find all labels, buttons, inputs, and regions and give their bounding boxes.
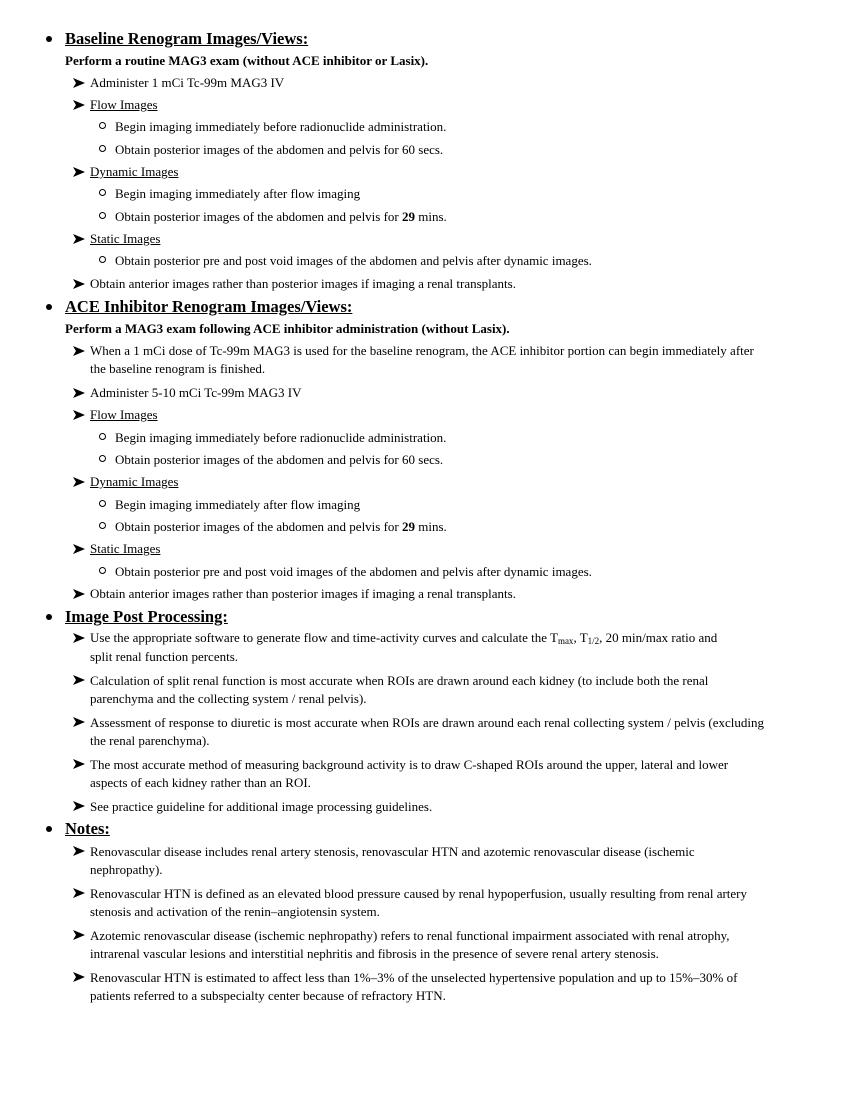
arrow-bullet-icon — [73, 801, 85, 811]
circle-bullet-icon — [99, 455, 106, 462]
list-item: Azotemic renovascular disease (ischemic nephropathy) refers to renal functional impairment associated with renal atrophy, — [90, 928, 730, 943]
arrow-bullet-icon — [73, 346, 85, 356]
section-bullet-icon — [46, 614, 52, 620]
list-item: Renovascular HTN is defined as an elevated blood pressure caused by renal hypoperfusion, usually resulting from renal artery — [90, 886, 748, 901]
list-item-continued: intrarenal vascular lesions and interstitial nephritis and fibrosis in the presence of severe renal artery stenosis. — [90, 946, 659, 961]
arrow-bullet-icon — [73, 633, 85, 643]
arrow-bullet-icon — [73, 234, 85, 244]
list-item: Begin imaging immediately before radionuclide administration. — [115, 430, 447, 445]
list-item: Obtain anterior images rather than posterior images if imaging a renal transplants. — [90, 586, 516, 601]
arrow-bullet-icon — [73, 100, 85, 110]
arrow-bullet-icon — [73, 410, 85, 420]
list-item-label: Static Images — [90, 541, 161, 556]
circle-bullet-icon — [99, 567, 106, 574]
arrow-bullet-icon — [73, 544, 85, 554]
list-item: Obtain posterior images of the abdomen and pelvis for 29 mins. — [115, 519, 447, 534]
list-item: Assessment of response to diuretic is most accurate when ROIs are drawn around each renal collecting system / pelvis (excluding — [90, 715, 764, 730]
list-item: Obtain posterior images of the abdomen and pelvis for 60 secs. — [115, 452, 444, 467]
list-item-continued: aspects of each kidney rather than an ROI. — [90, 775, 311, 790]
list-item-continued: parenchyma and the collecting system / renal pelvis). — [90, 691, 367, 706]
section-heading-notes: Notes: — [65, 819, 110, 838]
list-item: Obtain posterior images of the abdomen and pelvis for 29 mins. — [115, 209, 447, 224]
list-item: Use the appropriate software to generate flow and time-activity curves and calculate the $T_{max}$, $T_{1/2}$, 20 min/max ratio and — [90, 630, 718, 646]
circle-bullet-icon — [99, 145, 106, 152]
section-bullet-icon — [46, 36, 52, 42]
circle-bullet-icon — [99, 189, 106, 196]
arrow-bullet-icon — [73, 846, 85, 856]
list-item: Begin imaging immediately after flow imaging — [115, 186, 361, 201]
circle-bullet-icon — [99, 433, 106, 440]
arrow-bullet-icon — [73, 78, 85, 88]
list-item: Renovascular disease includes renal artery stenosis, renovascular HTN and azotemic renovascular disease (ischemic — [90, 844, 695, 859]
list-item-continued: the baseline renogram is finished. — [90, 361, 266, 376]
list-item-label: Dynamic Images — [90, 164, 179, 179]
list-item: When a 1 mCi dose of Tc-99m MAG3 is used for the baseline renogram, the ACE inhibitor portion can begin immediately after — [90, 343, 754, 358]
circle-bullet-icon — [99, 500, 106, 507]
list-item: Administer 5-10 mCi Tc-99m MAG3 IV — [90, 385, 302, 400]
list-item: Calculation of split renal function is most accurate when ROIs are drawn around each kidney (to include both the renal — [90, 673, 709, 688]
section-heading-ace: ACE Inhibitor Renogram Images/Views: — [65, 297, 353, 316]
arrow-bullet-icon — [73, 717, 85, 727]
arrow-bullet-icon — [73, 972, 85, 982]
list-item-continued: the renal parenchyma). — [90, 733, 210, 748]
list-item: See practice guideline for additional image processing guidelines. — [90, 799, 433, 814]
list-item: Obtain posterior images of the abdomen and pelvis for 60 secs. — [115, 142, 444, 157]
list-item: Obtain posterior pre and post void images of the abdomen and pelvis after dynamic images. — [115, 253, 592, 268]
arrow-bullet-icon — [73, 675, 85, 685]
section-bullet-icon — [46, 826, 52, 832]
list-item-continued: patients referred to a subspecialty center because of refractory HTN. — [90, 988, 446, 1003]
section-heading-post-processing: Image Post Processing: — [65, 607, 228, 626]
arrow-bullet-icon — [73, 930, 85, 940]
circle-bullet-icon — [99, 256, 106, 263]
list-item: Begin imaging immediately before radionuclide administration. — [115, 119, 447, 134]
arrow-bullet-icon — [73, 589, 85, 599]
section-heading-baseline: Baseline Renogram Images/Views: — [65, 29, 309, 48]
circle-bullet-icon — [99, 522, 106, 529]
list-item-continued: nephropathy). — [90, 862, 163, 877]
arrow-bullet-icon — [73, 759, 85, 769]
list-item-label: Flow Images — [90, 407, 158, 422]
list-item-label: Static Images — [90, 231, 161, 246]
arrow-bullet-icon — [73, 167, 85, 177]
list-item: Begin imaging immediately after flow imaging — [115, 497, 361, 512]
circle-bullet-icon — [99, 212, 106, 219]
list-item: The most accurate method of measuring background activity is to draw C-shaped ROIs around the upper, lateral and lower — [90, 757, 729, 772]
list-item: Administer 1 mCi Tc-99m MAG3 IV — [90, 75, 285, 90]
list-item: Renovascular HTN is estimated to affect less than 1%–3% of the unselected hypertensive population and up to 15%–30% of — [90, 970, 738, 985]
arrow-bullet-icon — [73, 279, 85, 289]
list-item-continued: stenosis and activation of the renin–angiotensin system. — [90, 904, 380, 919]
arrow-bullet-icon — [73, 388, 85, 398]
section-bullet-icon — [46, 304, 52, 310]
list-item-continued: split renal function percents. — [90, 649, 239, 664]
section-subheading-ace: Perform a MAG3 exam following ACE inhibitor administration (without Lasix). — [65, 321, 510, 336]
list-item-label: Flow Images — [90, 97, 158, 112]
list-item: Obtain anterior images rather than posterior images if imaging a renal transplants. — [90, 276, 516, 291]
circle-bullet-icon — [99, 122, 106, 129]
section-subheading-baseline: Perform a routine MAG3 exam (without ACE inhibitor or Lasix). — [65, 53, 429, 68]
list-item-label: Dynamic Images — [90, 474, 179, 489]
arrow-bullet-icon — [73, 477, 85, 487]
arrow-bullet-icon — [73, 888, 85, 898]
list-item: Obtain posterior pre and post void images of the abdomen and pelvis after dynamic images. — [115, 564, 592, 579]
